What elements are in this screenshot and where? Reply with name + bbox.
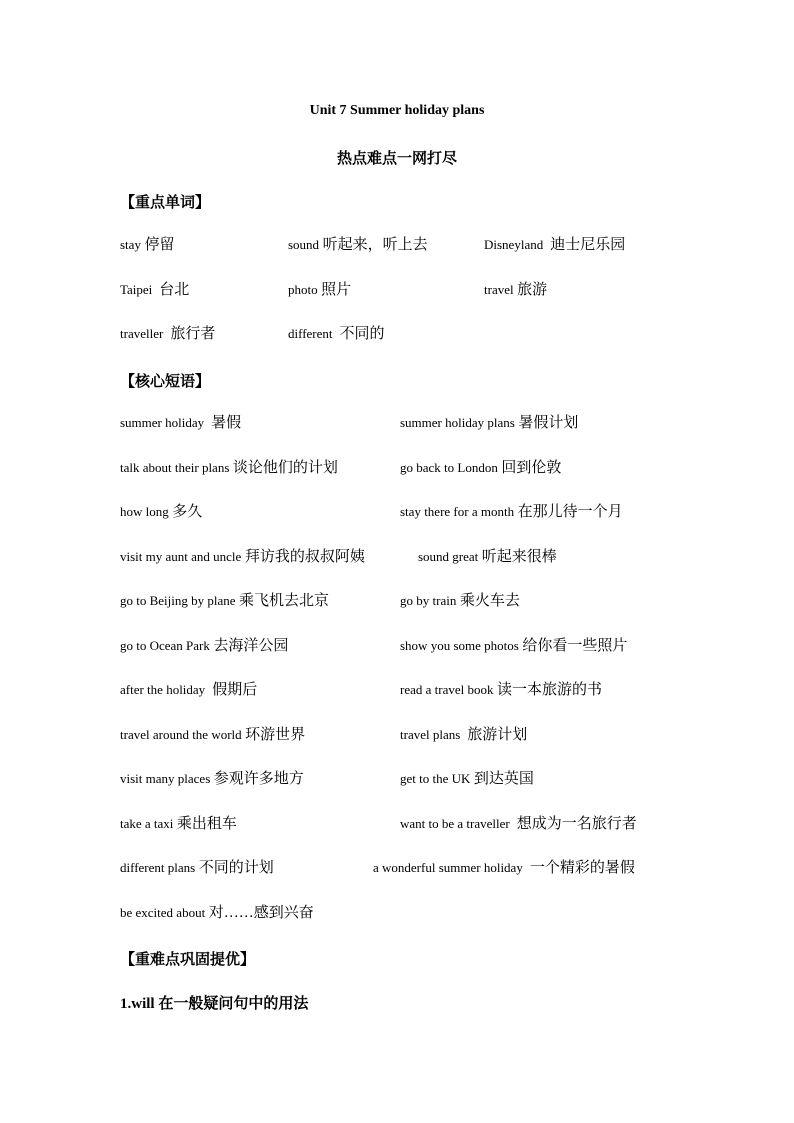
word-item: photo 照片: [288, 282, 352, 298]
section-heading-words: 【重点单词】: [120, 195, 211, 211]
phrase-item: different plans 不同的计划: [120, 860, 274, 876]
phrase-item: travel around the world 环游世界: [120, 727, 306, 743]
phrase-item: read a travel book 读一本旅游的书: [400, 682, 602, 698]
word-item: travel 旅游: [484, 282, 548, 298]
phrase-item: summer holiday plans 暑假计划: [400, 415, 579, 431]
phrase-item: show you some photos 给你看一些照片: [400, 638, 628, 654]
phrase-item: after the holiday 假期后: [120, 682, 258, 698]
section-heading-key-points: 【重难点巩固提优】: [120, 952, 256, 968]
section-heading-phrases: 【核心短语】: [120, 374, 211, 390]
phrase-item: be excited about 对……感到兴奋: [120, 905, 314, 921]
phrase-item: go back to London 回到伦敦: [400, 460, 562, 476]
phrase-item: go to Ocean Park 去海洋公园: [120, 638, 289, 654]
word-item: different 不同的: [288, 326, 385, 342]
phrase-item: stay there for a month 在那儿待一个月: [400, 504, 623, 520]
word-item: traveller 旅行者: [120, 326, 216, 342]
word-item: Disneyland 迪士尼乐园: [484, 237, 626, 253]
phrase-item: travel plans 旅游计划: [400, 727, 528, 743]
phrase-item: sound great 听起来很棒: [418, 549, 557, 565]
word-item: Taipei 台北: [120, 282, 190, 298]
phrase-item: a wonderful summer holiday 一个精彩的暑假: [373, 860, 635, 876]
phrase-item: visit my aunt and uncle 拜访我的叔叔阿姨: [120, 549, 365, 565]
document-subtitle: 热点难点一网打尽: [336, 151, 457, 167]
word-item: sound 听起来，听上去: [288, 237, 428, 253]
key-point-heading: 1.will 在一般疑问句中的用法: [120, 996, 309, 1012]
phrase-item: visit many places 参观许多地方: [120, 771, 304, 787]
phrase-item: summer holiday 暑假: [120, 415, 242, 431]
phrase-item: how long 多久: [120, 504, 203, 520]
phrase-item: get to the UK 到达英国: [400, 771, 534, 787]
word-item: stay 停留: [120, 237, 175, 253]
phrase-item: go to Beijing by plane 乘飞机去北京: [120, 593, 330, 609]
phrase-item: talk about their plans 谈论他们的计划: [120, 460, 338, 476]
phrase-item: take a taxi 乘出租车: [120, 816, 237, 832]
phrase-item: go by train 乘火车去: [400, 593, 520, 609]
document-title: Unit 7 Summer holiday plans: [309, 103, 485, 118]
phrase-item: want to be a traveller 想成为一名旅行者: [400, 816, 637, 832]
